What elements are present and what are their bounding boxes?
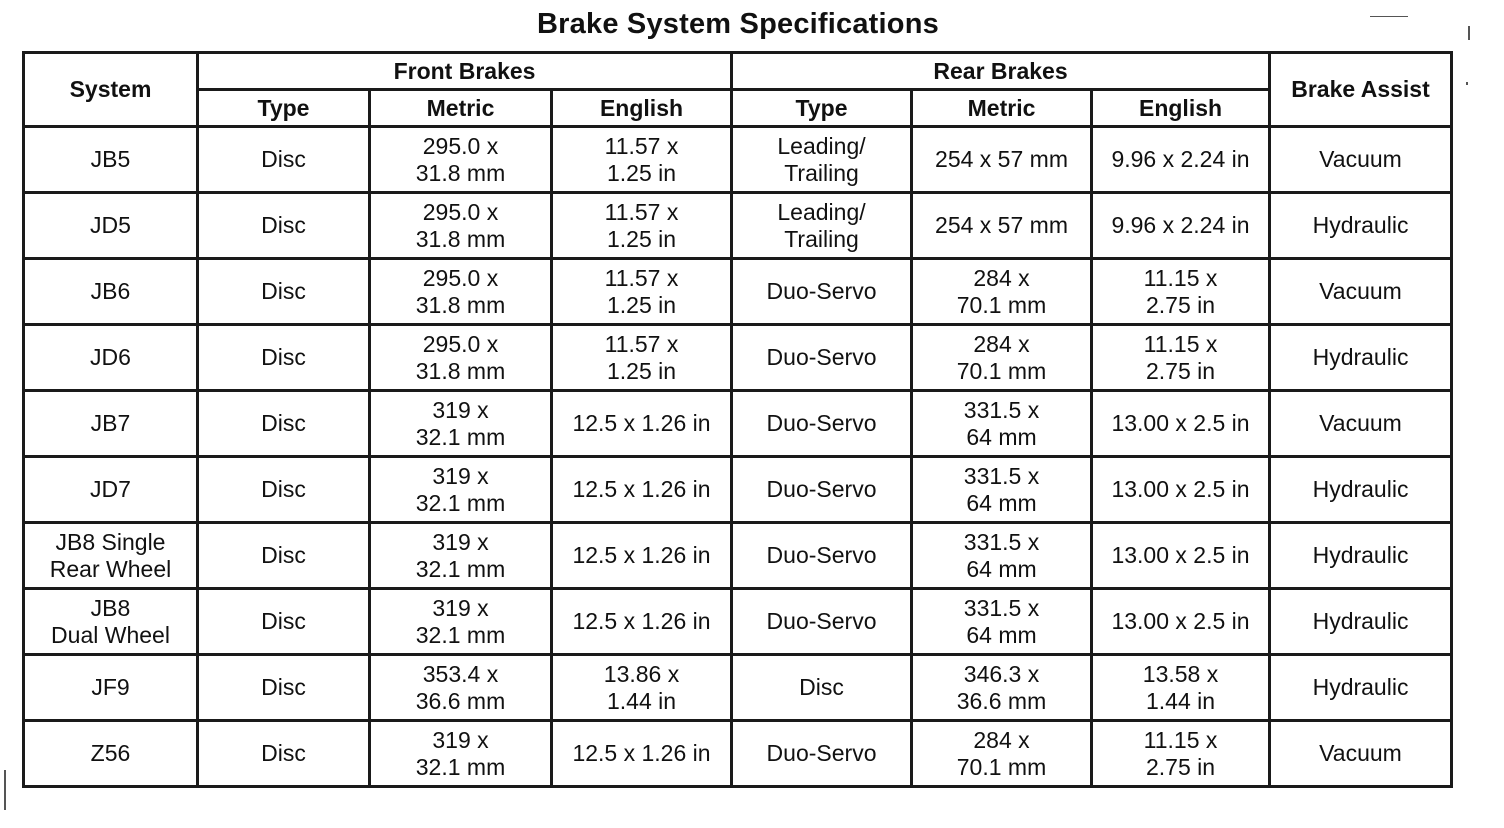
cell-assist: Hydraulic (1270, 193, 1452, 259)
cell-front-metric: 319 x 32.1 mm (370, 457, 552, 523)
cell-system: JB8 Dual Wheel (24, 589, 198, 655)
cell-rear-type: Duo-Servo (732, 589, 912, 655)
cell-system: JB8 Single Rear Wheel (24, 523, 198, 589)
table-row (24, 193, 1452, 259)
cell-rear-metric: 331.5 x 64 mm (912, 523, 1092, 589)
cell-rear-english: 9.96 x 2.24 in (1092, 127, 1270, 193)
header-rear-english: English (1092, 90, 1270, 127)
cell-rear-metric: 284 x 70.1 mm (912, 325, 1092, 391)
header-system: System (24, 53, 198, 127)
cell-front-english: 12.5 x 1.26 in (552, 721, 732, 787)
cell-front-type: Disc (198, 193, 370, 259)
cell-system: JB5 (24, 127, 198, 193)
cell-assist: Hydraulic (1270, 523, 1452, 589)
cell-assist: Hydraulic (1270, 589, 1452, 655)
cell-rear-type: Duo-Servo (732, 523, 912, 589)
cell-front-metric: 319 x 32.1 mm (370, 589, 552, 655)
scan-speck (1468, 26, 1470, 40)
cell-front-metric: 295.0 x 31.8 mm (370, 325, 552, 391)
table-row (24, 655, 1452, 721)
cell-rear-type: Leading/ Trailing (732, 127, 912, 193)
cell-rear-metric: 331.5 x 64 mm (912, 589, 1092, 655)
cell-front-type: Disc (198, 523, 370, 589)
table-row (24, 721, 1452, 787)
page-title: Brake System Specifications (537, 8, 939, 40)
cell-system: JB7 (24, 391, 198, 457)
cell-front-type: Disc (198, 655, 370, 721)
table-row (24, 457, 1452, 523)
cell-front-metric: 353.4 x 36.6 mm (370, 655, 552, 721)
cell-rear-metric: 284 x 70.1 mm (912, 721, 1092, 787)
table-body (24, 127, 1452, 787)
cell-assist: Hydraulic (1270, 325, 1452, 391)
table-row (24, 523, 1452, 589)
cell-front-type: Disc (198, 325, 370, 391)
cell-front-metric: 319 x 32.1 mm (370, 721, 552, 787)
cell-rear-metric: 331.5 x 64 mm (912, 457, 1092, 523)
cell-rear-english: 13.58 x 1.44 in (1092, 655, 1270, 721)
cell-system: JD7 (24, 457, 198, 523)
cell-front-type: Disc (198, 127, 370, 193)
header-row-groups (24, 53, 1452, 90)
cell-rear-english: 11.15 x 2.75 in (1092, 325, 1270, 391)
cell-front-english: 13.86 x 1.44 in (552, 655, 732, 721)
cell-rear-type: Duo-Servo (732, 325, 912, 391)
header-row-columns (24, 90, 1452, 127)
cell-rear-type: Duo-Servo (732, 259, 912, 325)
header-rear-brakes: Rear Brakes (732, 53, 1270, 90)
cell-rear-english: 13.00 x 2.5 in (1092, 391, 1270, 457)
cell-front-metric: 295.0 x 31.8 mm (370, 259, 552, 325)
cell-rear-english: 13.00 x 2.5 in (1092, 589, 1270, 655)
cell-rear-type: Duo-Servo (732, 391, 912, 457)
cell-rear-english: 9.96 x 2.24 in (1092, 193, 1270, 259)
cell-assist: Vacuum (1270, 127, 1452, 193)
cell-front-type: Disc (198, 259, 370, 325)
cell-system: JD5 (24, 193, 198, 259)
scan-speck (1466, 82, 1468, 85)
cell-front-type: Disc (198, 391, 370, 457)
cell-rear-type: Duo-Servo (732, 457, 912, 523)
cell-rear-metric: 254 x 57 mm (912, 193, 1092, 259)
cell-front-english: 12.5 x 1.26 in (552, 589, 732, 655)
scan-speck (1370, 16, 1408, 17)
cell-assist: Hydraulic (1270, 655, 1452, 721)
cell-front-type: Disc (198, 721, 370, 787)
header-brake-assist: Brake Assist (1270, 53, 1452, 127)
header-rear-metric: Metric (912, 90, 1092, 127)
cell-assist: Vacuum (1270, 391, 1452, 457)
cell-front-english: 12.5 x 1.26 in (552, 457, 732, 523)
cell-front-type: Disc (198, 457, 370, 523)
cell-rear-english: 13.00 x 2.5 in (1092, 523, 1270, 589)
cell-front-metric: 295.0 x 31.8 mm (370, 193, 552, 259)
table-row (24, 391, 1452, 457)
cell-front-english: 11.57 x 1.25 in (552, 325, 732, 391)
cell-system: JF9 (24, 655, 198, 721)
header-rear-type: Type (732, 90, 912, 127)
cell-rear-metric: 346.3 x 36.6 mm (912, 655, 1092, 721)
cell-assist: Vacuum (1270, 259, 1452, 325)
cell-rear-english: 13.00 x 2.5 in (1092, 457, 1270, 523)
cell-assist: Hydraulic (1270, 457, 1452, 523)
table-row (24, 325, 1452, 391)
cell-front-english: 11.57 x 1.25 in (552, 259, 732, 325)
scan-speck (4, 770, 6, 810)
header-front-english: English (552, 90, 732, 127)
cell-front-english: 11.57 x 1.25 in (552, 193, 732, 259)
cell-rear-metric: 284 x 70.1 mm (912, 259, 1092, 325)
table-row (24, 127, 1452, 193)
cell-rear-english: 11.15 x 2.75 in (1092, 259, 1270, 325)
cell-system: JB6 (24, 259, 198, 325)
cell-rear-metric: 254 x 57 mm (912, 127, 1092, 193)
cell-front-english: 12.5 x 1.26 in (552, 523, 732, 589)
cell-rear-type: Disc (732, 655, 912, 721)
table-row (24, 259, 1452, 325)
brake-specs-table (22, 51, 1453, 788)
cell-front-english: 12.5 x 1.26 in (552, 391, 732, 457)
cell-rear-type: Leading/ Trailing (732, 193, 912, 259)
header-front-brakes: Front Brakes (198, 53, 732, 90)
cell-rear-type: Duo-Servo (732, 721, 912, 787)
cell-assist: Vacuum (1270, 721, 1452, 787)
cell-front-type: Disc (198, 589, 370, 655)
cell-rear-metric: 331.5 x 64 mm (912, 391, 1092, 457)
table-row (24, 589, 1452, 655)
cell-front-metric: 319 x 32.1 mm (370, 391, 552, 457)
header-front-type: Type (198, 90, 370, 127)
cell-system: Z56 (24, 721, 198, 787)
cell-front-metric: 295.0 x 31.8 mm (370, 127, 552, 193)
cell-front-english: 11.57 x 1.25 in (552, 127, 732, 193)
cell-rear-english: 11.15 x 2.75 in (1092, 721, 1270, 787)
cell-front-metric: 319 x 32.1 mm (370, 523, 552, 589)
cell-system: JD6 (24, 325, 198, 391)
header-front-metric: Metric (370, 90, 552, 127)
